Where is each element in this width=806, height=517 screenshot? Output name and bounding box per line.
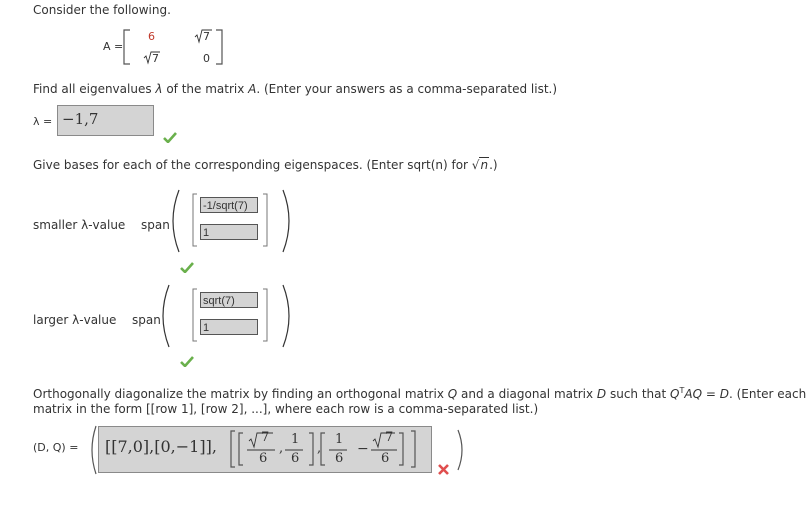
correct-check-icon [180, 262, 194, 273]
comma-2: , [317, 441, 322, 456]
frac-num-b: 1 [291, 432, 300, 447]
sqrt-n-symbol: √n [471, 158, 489, 172]
q-matrix-brackets [227, 429, 427, 469]
frac-den-b: 6 [291, 451, 300, 466]
larger-lambda-label: larger λ-value [33, 313, 117, 327]
frac-num-a: 7 [261, 430, 270, 445]
q1-answer-label: λ = [33, 115, 53, 128]
span-label-2: span [132, 313, 161, 327]
matrix-r1c2: 7 [203, 30, 210, 43]
smaller-vector-entry-1[interactable]: -1/sqrt(7) [200, 197, 258, 213]
span-label-1: span [141, 218, 170, 232]
d-matrix-text: [[7,0],[0,−1]], [105, 437, 217, 456]
minus-sign: − [357, 441, 369, 457]
frac-den-d: 6 [381, 451, 390, 466]
incorrect-x-icon [437, 463, 450, 476]
q3-prompt-line2: matrix in the form [[row 1], [row 2], ...], where each row is a comma-separated list.) [33, 402, 539, 416]
q3-answer-label: (D, Q) = [33, 441, 79, 454]
eigenvalues-input[interactable]: −1,7 [57, 105, 154, 136]
q3-prompt-line1: Orthogonally diagonalize the matrix by finding an orthogonal matrix Q and a diagonal matrix D such that $Q^TAQ = D$. (Enter each [33, 386, 806, 401]
frac-num-c: 1 [335, 432, 344, 447]
frac-den-c: 6 [335, 451, 344, 466]
matrix-a [120, 26, 230, 68]
larger-vector-entry-2[interactable]: 1 [200, 319, 258, 335]
frac-den-a: 6 [259, 451, 268, 466]
smaller-lambda-label: smaller λ-value [33, 218, 126, 232]
comma-1: , [279, 441, 284, 456]
matrix-label: A = [103, 40, 124, 53]
q2-prompt: Give bases for each of the corresponding eigenspaces. (Enter sqrt(n) for √n.) [33, 158, 498, 172]
matrix-r2c1: 7 [152, 52, 159, 65]
q1-prompt: Find all eigenvalues λ of the matrix A. (Enter your answers as a comma-separated list.) [33, 82, 558, 96]
correct-check-icon [163, 132, 177, 143]
intro-text: Consider the following. [33, 3, 171, 17]
matrix-r2c2: 0 [203, 52, 210, 65]
frac-num-d: 7 [385, 430, 394, 445]
dq-answer-input[interactable] [98, 426, 432, 473]
matrix-r1c1: 6 [148, 30, 155, 43]
smaller-vector-entry-2[interactable]: 1 [200, 224, 258, 240]
larger-vector-entry-1[interactable]: sqrt(7) [200, 292, 258, 308]
correct-check-icon [180, 356, 194, 367]
